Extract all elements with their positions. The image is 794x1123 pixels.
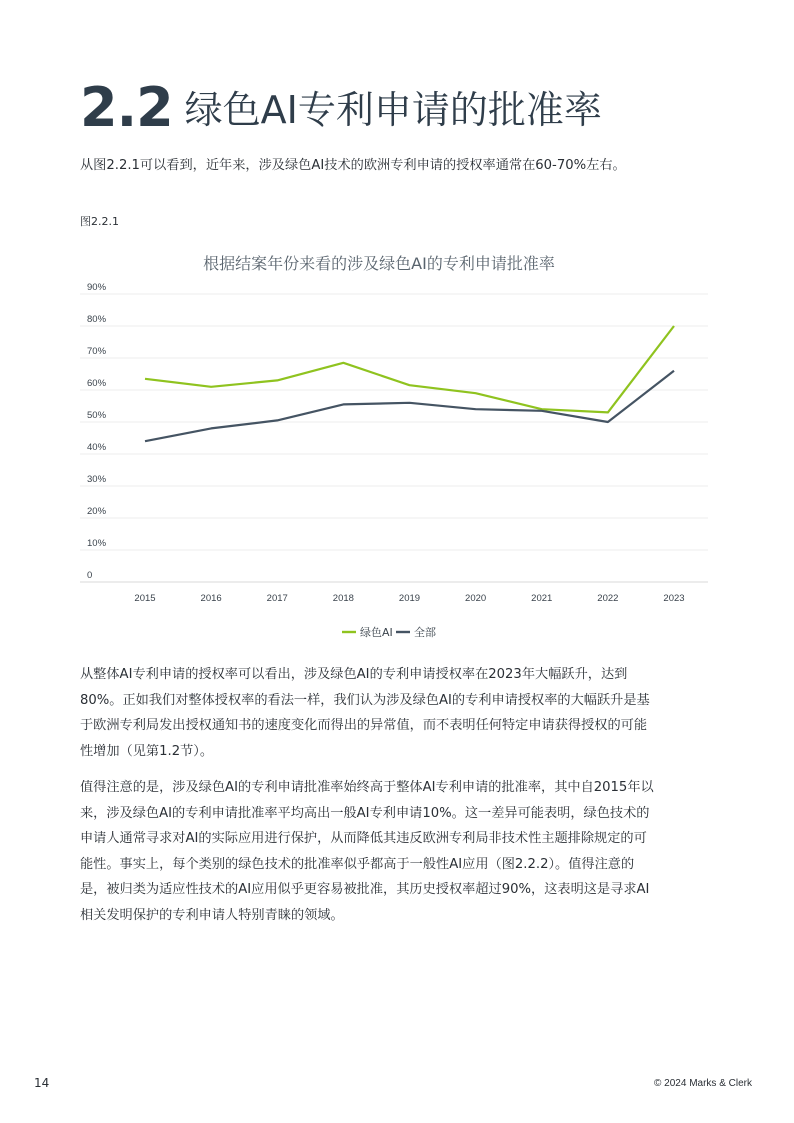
paragraph-line: 来，涉及绿色AI的专利申请批准率平均高出一般AI专利申请10%。这一差异可能表明，绿色技术的	[80, 805, 650, 821]
x-tick-label: 2023	[663, 593, 685, 604]
series-line-0	[145, 326, 674, 412]
paragraph-line: 值得注意的是，涉及绿色AI的专利申请批准率始终高于整体AI专利申请的批准率，其中自2015年以	[80, 780, 654, 795]
y-tick-label: 20%	[87, 506, 107, 517]
y-tick-label: 10%	[87, 538, 107, 549]
y-tick-label: 0	[87, 570, 93, 581]
y-tick-label: 70%	[87, 346, 107, 357]
x-tick-label: 2016	[200, 593, 222, 604]
paragraph-line: 于欧洲专利局发出授权通知书的速度变化而得出的异常值，而不表明任何特定申请获得授权的可能	[80, 718, 648, 733]
paragraph-line: 从整体AI专利申请的授权率可以看出，涉及绿色AI的专利申请授权率在2023年大幅跃升，达到	[80, 667, 628, 682]
section-heading	[80, 78, 740, 138]
line-chart	[80, 240, 720, 650]
paragraph-line: 能性。事实上，每个类别的绿色技术的批准率似乎都高于一般性AI应用（图2.2.2）。值得注意的	[80, 856, 635, 872]
figure-label: 图2.2.1	[80, 215, 119, 228]
y-tick-label: 30%	[87, 474, 107, 485]
copyright-notice: © 2024 Marks & Clerk	[654, 1078, 752, 1089]
y-tick-label: 40%	[87, 442, 107, 453]
y-tick-label: 60%	[87, 378, 107, 389]
paragraph-2	[80, 775, 720, 928]
x-tick-label: 2019	[398, 593, 421, 604]
section-number: 2.2	[80, 76, 173, 139]
section-title: 绿色AI专利申请的批准率	[184, 88, 602, 132]
x-tick-label: 2015	[134, 593, 156, 604]
y-tick-label: 80%	[87, 314, 107, 325]
series-line-1	[145, 371, 674, 441]
x-tick-label: 2017	[266, 593, 288, 604]
legend-label: 全部	[414, 626, 436, 639]
intro-text: 从图2.2.1可以看到，近年来，涉及绿色AI技术的欧洲专利申请的授权率通常在60-70%左右。	[80, 158, 626, 173]
y-tick-label: 50%	[87, 410, 107, 421]
x-tick-label: 2018	[332, 593, 354, 604]
x-tick-label: 2020	[465, 593, 487, 604]
paragraph-line: 性增加（见第1.2节）。	[80, 743, 214, 759]
paragraph-line: 相关发明保护的专利申请人特别青睐的领域。	[80, 907, 344, 923]
page-number: 14	[34, 1076, 50, 1090]
x-tick-label: 2021	[531, 593, 553, 604]
paragraph-line: 80%。正如我们对整体授权率的看法一样，我们认为涉及绿色AI的专利申请授权率的大幅跃升是基	[80, 692, 650, 708]
legend-label: 绿色AI	[360, 626, 393, 639]
paragraph-line: 是，被归类为适应性技术的AI应用似乎更容易被批准，其历史授权率超过90%，这表明这是寻求AI	[80, 882, 650, 897]
chart-title: 根据结案年份来看的涉及绿色AI的专利申请批准率	[203, 254, 555, 273]
y-tick-label: 90%	[87, 282, 107, 293]
chart-container	[80, 240, 720, 650]
paragraph-1	[80, 662, 720, 764]
x-tick-label: 2022	[597, 593, 619, 604]
paragraph-line: 申请人通常寻求对AI的实际应用进行保护，从而降低其违反欧洲专利局非技术性主题排除规定的可	[80, 831, 647, 846]
